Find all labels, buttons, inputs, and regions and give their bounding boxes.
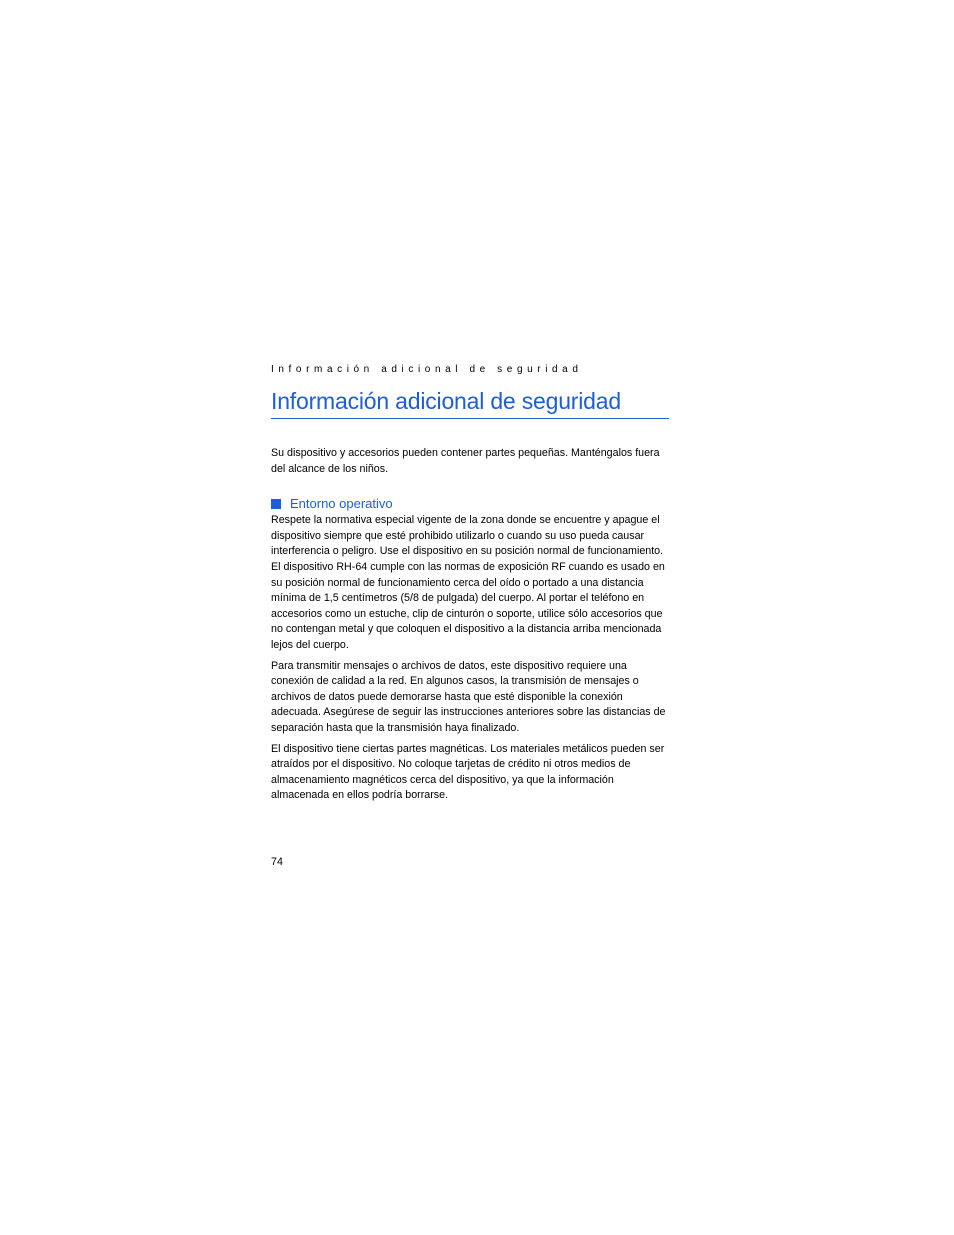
page-title: Información adicional de seguridad [271,388,621,414]
body-paragraph: El dispositivo tiene ciertas partes magnéticas. Los materiales metálicos pueden ser atraídos por el dispositivo. No coloque tarjetas de crédito ni otros medios de almacenamiento magnéticos cerca del dispositivo, ya que la información almacenada en ellos podría borrarse. [271,742,665,802]
intro-paragraph: Su dispositivo y accesorios pueden contener partes pequeñas. Manténgalos fuera del alcance de los niños. [271,447,660,475]
page-title-block [271,386,669,419]
square-bullet-icon [271,499,281,509]
running-header: Información adicional de seguridad [271,364,583,375]
main-content [271,446,671,809]
body-paragraph: Respete la normativa especial vigente de la zona donde se encuentre y apague el dispositivo siempre que esté prohibido utilizarlo o cuando su uso pueda causar interferencia o peligro. Use el dispositivo en su posición normal de funcionamiento. El dispositivo RH-64 cumple con las normas de exposición RF cuando es usado en su posición normal de funcionamiento cerca del oído o portado a una distancia mínima de 1,5 centímetros (5/8 de pulgada) del cuerpo. Al portar el teléfono en accesorios como un estuche, clip de cinturón o soporte, utilice sólo accesorios que no contengan metal y que coloquen el dispositivo a la distancia arriba mencionada lejos del cuerpo. [271,514,665,651]
section-title: Entorno operativo [290,496,393,512]
section-heading [271,495,671,513]
body-paragraph: Para transmitir mensajes o archivos de datos, este dispositivo requiere una conexión de calidad a la red. En algunos casos, la transmisión de mensajes o archivos de datos puede demorarse hasta que esté disponible la conexión adecuada. Asegúrese de seguir las instrucciones anteriores sobre las distancias de separación hasta que la transmisión haya finalizado. [271,659,666,734]
page-number: 74 [271,856,283,868]
